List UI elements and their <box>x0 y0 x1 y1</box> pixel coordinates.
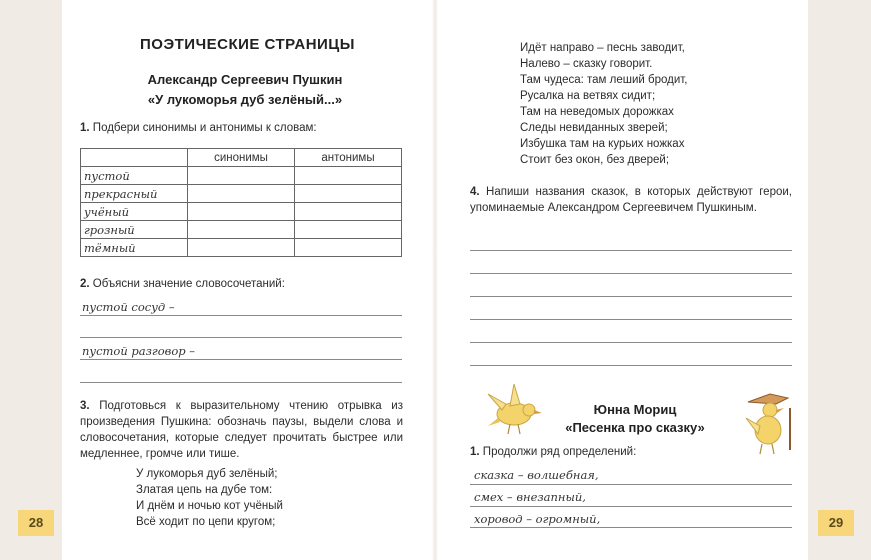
task-number: 4. <box>470 186 480 198</box>
answer-laughter: смех – внезапный, <box>474 490 586 504</box>
answer-line[interactable] <box>470 484 792 485</box>
answer-empty-talk: пустой разговор – <box>82 344 196 358</box>
poem-fragment-left <box>136 466 283 530</box>
antonym-cell[interactable] <box>295 167 402 185</box>
table-word: грозный <box>81 221 188 239</box>
bird-with-hat-icon <box>740 386 802 458</box>
table-row <box>81 239 402 257</box>
table-row <box>81 221 402 239</box>
task-number: 2. <box>80 278 90 290</box>
task-number: 1. <box>80 122 90 134</box>
synonym-cell[interactable] <box>188 185 295 203</box>
synonym-cell[interactable] <box>188 239 295 257</box>
table-word: пустой <box>81 167 188 185</box>
answer-line[interactable] <box>80 382 402 383</box>
task-1-left <box>80 120 317 136</box>
answer-line[interactable] <box>80 337 402 338</box>
answer-line[interactable] <box>80 315 402 316</box>
task-text: Подбери синонимы и антонимы к словам: <box>92 122 317 134</box>
task-text: Подготовься к выразительному чтению отрывка из произведения Пушкина: обозначь паузы, выдели слова и словосочетания, которые следует прочитать быстрее или медленнее, громче или тише. <box>80 400 403 460</box>
page-number-right: 29 <box>818 510 854 536</box>
task-2-left <box>80 276 285 292</box>
section-title: ПОЭТИЧЕСКИЕ СТРАНИЦЫ <box>140 36 355 53</box>
task-number: 3. <box>80 400 90 412</box>
table-word: тёмный <box>81 239 188 257</box>
poem-line: У лукоморья дуб зелёный; <box>136 468 278 480</box>
poem-line: Всё ходит по цепи кругом; <box>136 516 276 528</box>
synonyms-table <box>80 148 402 257</box>
table-row <box>81 185 402 203</box>
table-header-synonyms: синонимы <box>188 149 295 167</box>
poem-line: Златая цепь на дубе том: <box>136 484 273 496</box>
author-pushkin: Александр Сергеевич Пушкин <box>147 72 343 87</box>
book-spine <box>432 0 438 560</box>
table-row <box>81 203 402 221</box>
poem-line: Русалка на ветвях сидит; <box>520 90 656 102</box>
right-page-margin <box>808 0 871 560</box>
table-word: прекрасный <box>81 185 188 203</box>
table-row <box>81 167 402 185</box>
answer-line[interactable] <box>470 527 792 528</box>
poem-line: Идёт направо – песнь заводит, <box>520 42 685 54</box>
answer-line[interactable] <box>470 250 792 251</box>
task-3-left <box>80 398 403 462</box>
bird-icon <box>484 380 544 438</box>
page-number-left: 28 <box>18 510 54 536</box>
answer-line[interactable] <box>470 319 792 320</box>
antonym-cell[interactable] <box>295 185 402 203</box>
answer-line[interactable] <box>470 506 792 507</box>
table-header-antonyms: антонимы <box>295 149 402 167</box>
answer-line[interactable] <box>470 342 792 343</box>
task-number: 1. <box>470 446 480 458</box>
poem-line: Стоит без окон, без дверей; <box>520 154 670 166</box>
antonym-cell[interactable] <box>295 239 402 257</box>
antonym-cell[interactable] <box>295 203 402 221</box>
poem-fragment-right <box>520 40 687 168</box>
poem-line: Там на неведомых дорожках <box>520 106 674 118</box>
synonym-cell[interactable] <box>188 221 295 239</box>
synonym-cell[interactable] <box>188 167 295 185</box>
task-4-right <box>470 184 792 216</box>
poem-line: Следы невиданных зверей; <box>520 122 668 134</box>
answer-line[interactable] <box>470 273 792 274</box>
task-text: Объясни значение словосочетаний: <box>92 278 285 290</box>
table-word: учёный <box>81 203 188 221</box>
task-text: Продолжи ряд определений: <box>482 446 637 458</box>
task-1-right <box>470 444 636 460</box>
task-text: Напиши названия сказок, в которых действуют герои, упоминаемые Александром Сергеевичем Пушкиным. <box>470 186 792 214</box>
work-title-moritz: «Песенка про сказку» <box>565 420 705 435</box>
author-moritz: Юнна Мориц <box>593 402 677 417</box>
table-header-word <box>81 149 188 167</box>
answer-line[interactable] <box>470 365 792 366</box>
left-page-margin <box>0 0 62 560</box>
answer-fairytale: сказка – волшебная, <box>474 468 599 482</box>
answer-line[interactable] <box>80 359 402 360</box>
synonym-cell[interactable] <box>188 203 295 221</box>
poem-line: И днём и ночью кот учёный <box>136 500 283 512</box>
antonym-cell[interactable] <box>295 221 402 239</box>
work-title-pushkin: «У лукоморья дуб зелёный...» <box>147 92 343 107</box>
poem-line: Там чудеса: там леший бродит, <box>520 74 688 86</box>
poem-line: Избушка там на курьих ножках <box>520 138 685 150</box>
poem-line: Налево – сказку говорит. <box>520 58 653 70</box>
answer-round-dance: хоровод – огромный, <box>474 512 601 526</box>
answer-empty-vessel: пустой сосуд – <box>82 300 175 314</box>
answer-line[interactable] <box>470 296 792 297</box>
